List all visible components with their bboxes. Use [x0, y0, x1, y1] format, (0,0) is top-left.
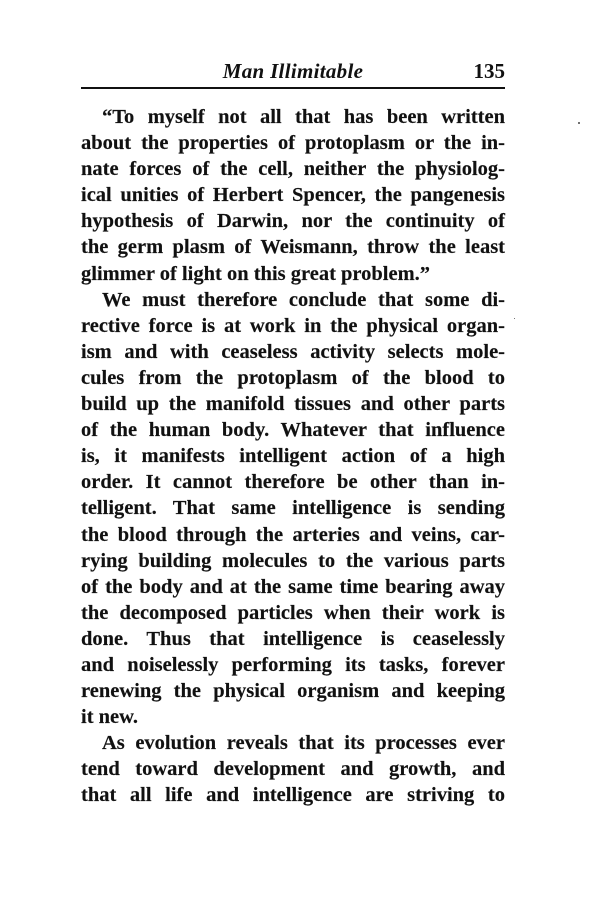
- text-line: the blood through the arteries and veins, car-: [81, 523, 505, 546]
- text-line: that all life and intelligence are striving to: [81, 784, 505, 807]
- paragraph: [81, 287, 505, 731]
- text-line: As evolution reveals that its processes ever: [102, 732, 505, 755]
- text-line: it new.: [81, 706, 138, 729]
- text-line: rying building molecules to the various parts: [81, 549, 505, 572]
- running-header: [81, 57, 505, 87]
- text-line: and noiselessly performing its tasks, forever: [81, 653, 505, 676]
- text-line: build up the manifold tissues and other parts: [81, 393, 505, 416]
- text-line: ical unities of Herbert Spencer, the pangenesis: [81, 184, 505, 207]
- paragraph: [81, 104, 505, 287]
- text-line: about the properties of protoplasm or the in-: [81, 132, 505, 155]
- text-line: hypothesis of Darwin, nor the continuity of: [81, 210, 505, 233]
- text-line: ism and with ceaseless activity selects mole-: [81, 340, 505, 363]
- running-title: Man Illimitable: [222, 59, 364, 83]
- text-line: done. Thus that intelligence is ceaselessly: [81, 627, 505, 650]
- text-line: the germ plasm of Weismann, throw the least: [81, 236, 505, 259]
- page-number: 135: [473, 59, 505, 83]
- scan-speck: [578, 122, 580, 124]
- text-line: renewing the physical organism and keeping: [81, 680, 505, 703]
- text-line: the decomposed particles when their work is: [81, 601, 505, 624]
- scan-speck: [514, 318, 515, 319]
- text-line: nate forces of the cell, neither the physiolog-: [81, 158, 505, 181]
- text-line: glimmer of light on this great problem.”: [81, 262, 431, 285]
- text-line: cules from the protoplasm of the blood to: [81, 366, 505, 389]
- text-line: We must therefore conclude that some di-: [102, 288, 505, 311]
- text-line: telligent. That same intelligence is sending: [81, 497, 505, 520]
- text-line: of the body and at the same time bearing away: [81, 575, 505, 598]
- text-line: is, it manifests intelligent action of a high: [81, 445, 505, 468]
- text-line: of the human body. Whatever that influence: [81, 419, 505, 442]
- text-line: tend toward development and growth, and: [81, 758, 505, 781]
- text-line: rective force is at work in the physical organ-: [81, 314, 505, 337]
- text-line: order. It cannot therefore be other than in-: [81, 471, 505, 494]
- page-body: [81, 104, 505, 809]
- header-rule: [81, 87, 505, 89]
- paragraph: [81, 730, 505, 808]
- text-line: “To myself not all that has been written: [102, 106, 505, 128]
